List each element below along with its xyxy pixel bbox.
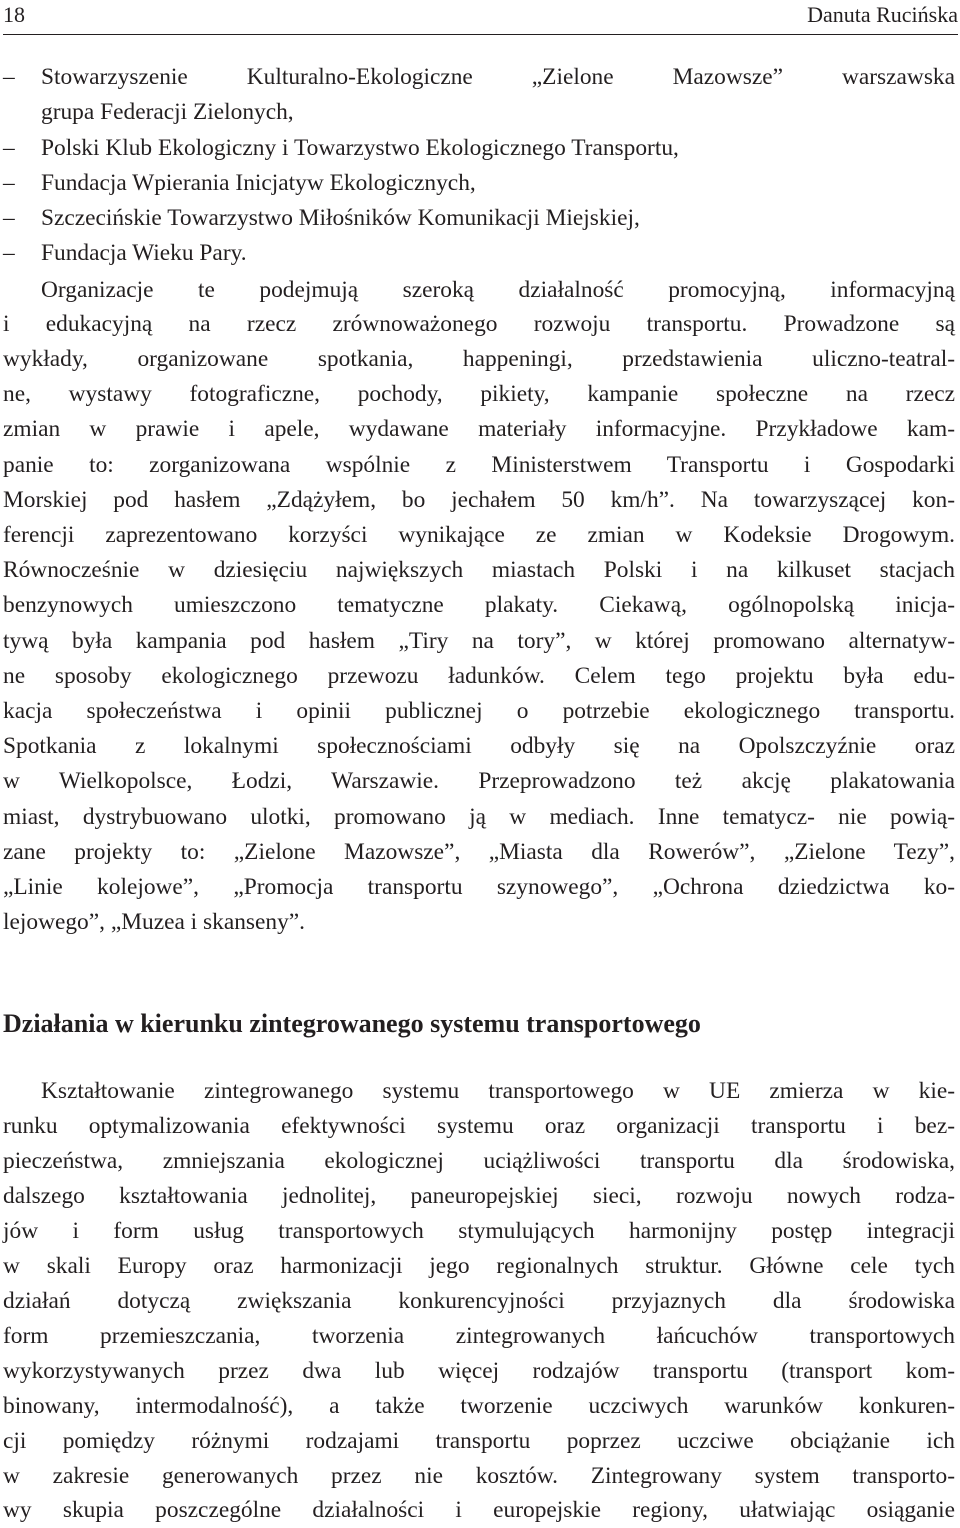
running-header — [3, 0, 958, 35]
list-item-text: Polski Klub Ekologiczny i Towarzystwo Ekologicznego Transportu, — [41, 135, 679, 161]
text-line: benzynowych umieszczono tematyczne plakaty. Ciekawą, ogólnopolską inicja- — [3, 592, 955, 618]
text-line: pieczeństwa, zmniejszania ekologicznej uciążliwości transportu dla środowiska, — [3, 1148, 955, 1174]
text-line: tywą była kampania pod hasłem „Tiry na tory”, w której promowano alternatyw- — [3, 628, 955, 654]
text-line: cji pomiędzy różnymi rodzajami transportu poprzez uczciwe obciążanie ich — [3, 1428, 955, 1454]
text-line: wykorzystywanych przez dwa lub więcej rodzajów transportu (transport kom- — [3, 1358, 955, 1384]
text-line: w zakresie generowanych przez nie kosztów. Zintegrowany system transporto- — [3, 1463, 955, 1489]
text-line: działań dotyczą zwiększania konkurencyjności przyjaznych dla środowiska — [3, 1288, 955, 1314]
text-line: lejowego”, „Muzea i skanseny”. — [3, 909, 306, 935]
text-line: zane projekty to: „Zielone Mazowsze”, „Miasta dla Rowerów”, „Zielone Tezy”, — [3, 839, 955, 865]
text-line: Równocześnie w dziesięciu największych miastach Polski i na kilkuset stacjach — [3, 557, 955, 583]
text-line: panie to: zorganizowana wspólnie z Ministerstwem Transportu i Gospodarki — [3, 452, 955, 478]
running-author: Danuta Rucińska — [807, 2, 958, 27]
text-line: Organizacje te podejmują szeroką działalność promocyjną, informacyjną — [41, 277, 955, 303]
text-line: Spotkania z lokalnymi społecznościami odbyły się na Opolszczyźnie oraz — [3, 733, 955, 759]
list-item-text: Fundacja Wieku Pary. — [41, 240, 247, 266]
list-item-text: Fundacja Wpierania Inicjatyw Ekologicznych, — [41, 170, 476, 196]
text-line: w skali Europy oraz harmonizacji jego regionalnych struktur. Główne cele tych — [3, 1253, 955, 1279]
text-line: ferencji zaprezentowano korzyści wynikające ze zmian w Kodeksie Drogowym. — [3, 522, 955, 548]
list-dash: – — [3, 205, 15, 231]
text-line: zmian w prawie i apele, wydawane materiały informacyjne. Przykładowe kam- — [3, 416, 955, 442]
text-line: kacja społeczeństwa i opinii publicznej o potrzebie ekologicznego transportu. — [3, 698, 955, 724]
text-line: binowany, intermodalność), a także tworzenie uczciwych warunków konkuren- — [3, 1393, 955, 1419]
text-line: wy skupia poszczególne działalności i europejskie regiony, ułatwiając osiąganie — [3, 1497, 955, 1523]
list-dash: – — [3, 64, 15, 90]
section-heading: Działania w kierunku zintegrowanego systemu transportowego — [3, 1009, 701, 1038]
text-line: form przemieszczania, tworzenia zintegrowanych łańcuchów transportowych — [3, 1323, 955, 1349]
list-item-text: Szczecińskie Towarzystwo Miłośników Komunikacji Miejskiej, — [41, 205, 640, 231]
text-line: w Wielkopolsce, Łodzi, Warszawie. Przeprowadzono też akcję plakatowania — [3, 768, 955, 794]
text-line: runku optymalizowania efektywności systemu oraz organizacji transportu i bez- — [3, 1113, 955, 1139]
list-dash: – — [3, 170, 15, 196]
page-number: 18 — [3, 2, 25, 27]
text-line: wykłady, organizowane spotkania, happeningi, przedstawienia uliczno-teatral- — [3, 346, 955, 372]
text-line: ne sposoby ekologicznego przewozu ładunków. Celem tego projektu była edu- — [3, 663, 955, 689]
list-item-text: Stowarzyszenie Kulturalno-Ekologiczne „Zielone Mazowsze” warszawska — [41, 64, 955, 90]
text-line: „Linie kolejowe”, „Promocja transportu szynowego”, „Ochrona dziedzictwa ko- — [3, 874, 955, 900]
text-line: Kształtowanie zintegrowanego systemu transportowego w UE zmierza w kie- — [41, 1078, 955, 1104]
text-line: ne, wystawy fotograficzne, pochody, pikiety, kampanie społeczne na rzecz — [3, 381, 955, 407]
text-line: Morskiej pod hasłem „Zdążyłem, bo jechałem 50 km/h”. Na towarzyszącej kon- — [3, 487, 955, 513]
list-dash: – — [3, 240, 15, 266]
text-line: i edukacyjną na rzecz zrównoważonego rozwoju transportu. Prowadzone są — [3, 311, 955, 337]
text-line: miast, dystrybuowano ulotki, promowano ją w mediach. Inne tematycz- nie powią- — [3, 804, 955, 830]
text-line: dalszego kształtowania jednolitej, paneuropejskiej sieci, rozwoju nowych rodza- — [3, 1183, 955, 1209]
list-item-text: grupa Federacji Zielonych, — [41, 99, 294, 125]
text-line: jów i form usług transportowych stymulujących harmonijny postęp integracji — [3, 1218, 955, 1244]
list-dash: – — [3, 135, 15, 161]
